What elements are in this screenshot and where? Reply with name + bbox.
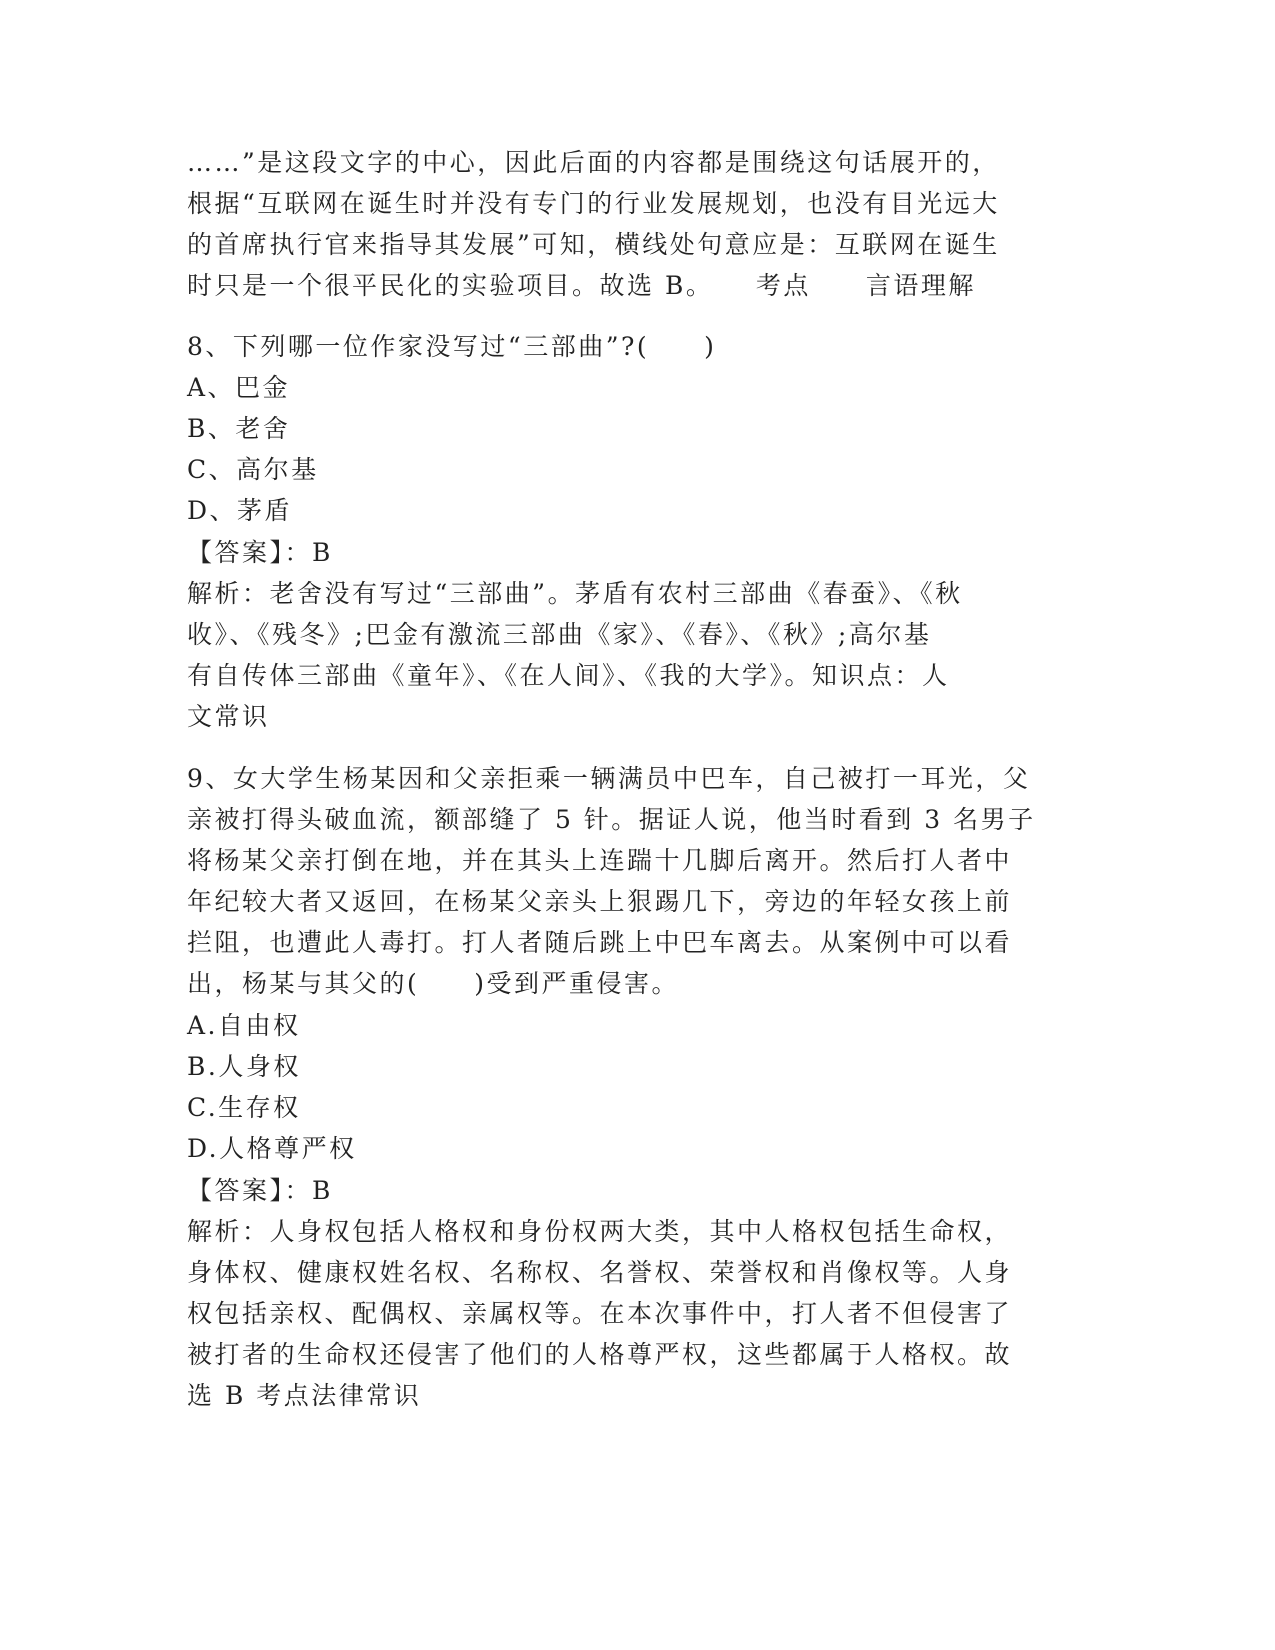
question-text: 拦阻，也遭此人毒打。打人者随后跳上中巴车离去。从案例中可以看 [187, 928, 1013, 957]
option-a: A.自由权 [187, 1011, 301, 1040]
option-d: D、茅盾 [187, 496, 293, 525]
question-text: 年纪较大者又返回，在杨某父亲头上狠踢几下，旁边的年轻女孩上前 [187, 887, 1013, 916]
text-line: 的首席执行官来指导其发展”可知，横线处句意应是：互联网在诞生 [187, 230, 1000, 259]
analysis-line: 收》、《残冬》;巴金有激流三部曲《家》、《春》、《秋》;高尔基 [187, 620, 932, 649]
question-text: 将杨某父亲打倒在地，并在其头上连踹十几脚后离开。然后打人者中 [187, 846, 1013, 875]
option-b: B、老舍 [187, 414, 291, 443]
analysis-line: 有自传体三部曲《童年》、《在人间》、《我的大学》。知识点：人 [187, 661, 950, 690]
analysis-line: 文常识 [187, 702, 270, 731]
analysis-line: 解析：人身权包括人格权和身份权两大类，其中人格权包括生命权， [187, 1217, 1013, 1246]
analysis-line: 身体权、健康权姓名权、名称权、名誉权、荣誉权和肖像权等。人身 [187, 1258, 1013, 1287]
answer-label: 【答案】：B [187, 1176, 333, 1205]
analysis-line: 选 B 考点法律常识 [187, 1381, 422, 1410]
question-text: 9、女大学生杨某因和父亲拒乘一辆满员中巴车，自己被打一耳光，父 [187, 764, 1031, 793]
option-c: C.生存权 [187, 1093, 301, 1122]
question-text: 8、下列哪一位作家没写过“三部曲”?( ) [187, 332, 717, 361]
question-text: 出，杨某与其父的( )受到严重侵害。 [187, 969, 680, 998]
option-c: C、高尔基 [187, 455, 319, 484]
option-b: B.人身权 [187, 1052, 301, 1081]
analysis-line: 权包括亲权、配偶权、亲属权等。在本次事件中，打人者不但侵害了 [187, 1299, 1013, 1328]
text-line: 时只是一个很平民化的实验项目。故选 B。 考点 言语理解 [187, 271, 976, 300]
analysis-line: 解析：老舍没有写过“三部曲”。茅盾有农村三部曲《春蚕》、《秋 [187, 579, 963, 608]
text-line: ……”是这段文字的中心，因此后面的内容都是围绕这句话展开的， [187, 148, 1000, 177]
question-text: 亲被打得头破血流，额部缝了 5 针。据证人说，他当时看到 3 名男子 [187, 805, 1036, 834]
answer-label: 【答案】：B [187, 538, 333, 567]
option-a: A、巴金 [187, 373, 291, 402]
option-d: D.人格尊严权 [187, 1134, 357, 1163]
analysis-line: 被打者的生命权还侵害了他们的人格尊严权，这些都属于人格权。故 [187, 1340, 1013, 1369]
text-line: 根据“互联网在诞生时并没有专门的行业发展规划，也没有目光远大 [187, 189, 1000, 218]
